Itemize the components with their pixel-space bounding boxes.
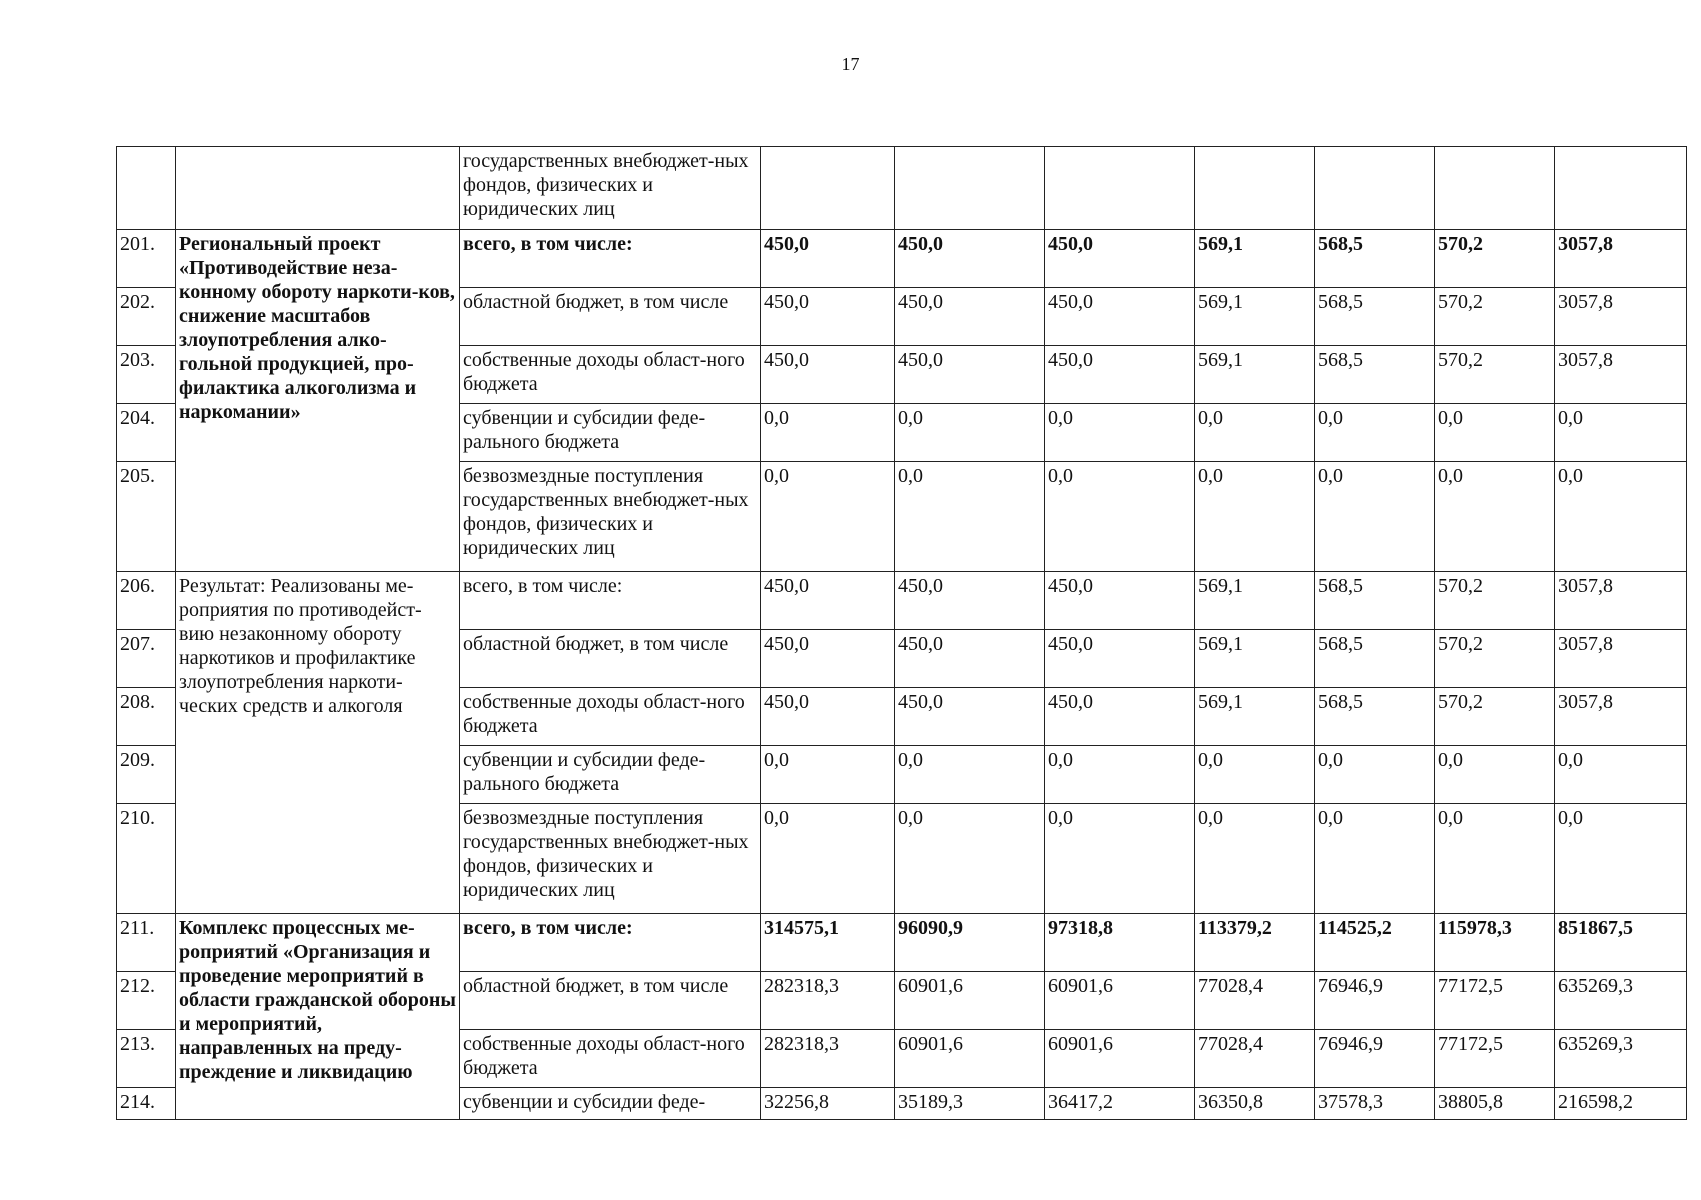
value-cell-6: 38805,8 — [1435, 1088, 1555, 1120]
value-cell-7: 3057,8 — [1555, 288, 1687, 346]
value-cell-2: 450,0 — [895, 346, 1045, 404]
row-number: 211. — [117, 914, 176, 972]
value-cell-1 — [761, 147, 895, 230]
value-cell-7: 3057,8 — [1555, 688, 1687, 746]
table-row — [117, 230, 1687, 288]
value-cell-2: 96090,9 — [895, 914, 1045, 972]
value-cell-4: 113379,2 — [1195, 914, 1315, 972]
value-cell-1: 450,0 — [761, 688, 895, 746]
value-cell-2 — [895, 147, 1045, 230]
value-cell-1: 32256,8 — [761, 1088, 895, 1120]
value-cell-6: 77172,5 — [1435, 1030, 1555, 1088]
value-cell-1: 450,0 — [761, 630, 895, 688]
row-number: 202. — [117, 288, 176, 346]
value-cell-7: 635269,3 — [1555, 1030, 1687, 1088]
value-cell-3: 0,0 — [1045, 804, 1195, 914]
value-cell-2: 450,0 — [895, 288, 1045, 346]
value-cell-5: 76946,9 — [1315, 972, 1435, 1030]
value-cell-2: 450,0 — [895, 688, 1045, 746]
value-cell-3: 450,0 — [1045, 230, 1195, 288]
value-cell-6: 0,0 — [1435, 404, 1555, 462]
value-cell-3: 450,0 — [1045, 288, 1195, 346]
value-cell-1: 450,0 — [761, 572, 895, 630]
value-cell-3: 450,0 — [1045, 572, 1195, 630]
value-cell-5: 568,5 — [1315, 572, 1435, 630]
row-name — [176, 147, 460, 230]
funding-source: субвенции и субсидии феде-рального бюджета — [460, 746, 761, 804]
row-group-name: Региональный проект «Противодействие неза-конному обороту наркоти-ков, снижение масштабов злоупотребления алко-гольной продукцией, про-филактика алкоголизма и наркомании» — [176, 230, 460, 572]
row-group-name: Комплекс процессных ме-роприятий «Организация и проведение мероприятий в области гражданской обороны и мероприятий, направленных на преду-преждение и ликвидацию — [176, 914, 460, 1120]
value-cell-7: 0,0 — [1555, 804, 1687, 914]
value-cell-6: 570,2 — [1435, 630, 1555, 688]
value-cell-2: 0,0 — [895, 746, 1045, 804]
value-cell-2: 450,0 — [895, 630, 1045, 688]
value-cell-3 — [1045, 147, 1195, 230]
value-cell-3: 36417,2 — [1045, 1088, 1195, 1120]
value-cell-5: 568,5 — [1315, 288, 1435, 346]
value-cell-4: 569,1 — [1195, 688, 1315, 746]
value-cell-6: 0,0 — [1435, 462, 1555, 572]
value-cell-7: 635269,3 — [1555, 972, 1687, 1030]
funding-source: собственные доходы област-ного бюджета — [460, 1030, 761, 1088]
row-number: 201. — [117, 230, 176, 288]
funding-source: субвенции и субсидии феде- — [460, 1088, 761, 1120]
value-cell-6 — [1435, 147, 1555, 230]
value-cell-5: 568,5 — [1315, 230, 1435, 288]
row-number: 207. — [117, 630, 176, 688]
funding-source: субвенции и субсидии феде-рального бюджета — [460, 404, 761, 462]
value-cell-1: 0,0 — [761, 804, 895, 914]
value-cell-5: 37578,3 — [1315, 1088, 1435, 1120]
funding-source: безвозмездные поступления государственных внебюджет-ных фондов, физических и юридических лиц — [460, 462, 761, 572]
value-cell-1: 282318,3 — [761, 972, 895, 1030]
row-group-name: Результат: Реализованы ме-роприятия по противодейст-вию незаконному обороту наркотиков и профилактике злоупотребления наркоти-ческих средств и алкоголя — [176, 572, 460, 914]
value-cell-6: 570,2 — [1435, 688, 1555, 746]
value-cell-3: 450,0 — [1045, 630, 1195, 688]
value-cell-4: 0,0 — [1195, 462, 1315, 572]
value-cell-7: 0,0 — [1555, 746, 1687, 804]
row-number: 210. — [117, 804, 176, 914]
value-cell-1: 282318,3 — [761, 1030, 895, 1088]
value-cell-3: 60901,6 — [1045, 1030, 1195, 1088]
funding-source: всего, в том числе: — [460, 572, 761, 630]
value-cell-3: 0,0 — [1045, 746, 1195, 804]
value-cell-1: 0,0 — [761, 746, 895, 804]
value-cell-5: 0,0 — [1315, 404, 1435, 462]
value-cell-5 — [1315, 147, 1435, 230]
value-cell-6: 0,0 — [1435, 746, 1555, 804]
value-cell-4: 36350,8 — [1195, 1088, 1315, 1120]
value-cell-7: 0,0 — [1555, 462, 1687, 572]
value-cell-4: 569,1 — [1195, 288, 1315, 346]
value-cell-5: 0,0 — [1315, 462, 1435, 572]
value-cell-7: 0,0 — [1555, 404, 1687, 462]
value-cell-6: 115978,3 — [1435, 914, 1555, 972]
value-cell-7: 3057,8 — [1555, 346, 1687, 404]
value-cell-7 — [1555, 147, 1687, 230]
value-cell-4: 0,0 — [1195, 804, 1315, 914]
value-cell-1: 0,0 — [761, 462, 895, 572]
value-cell-7: 3057,8 — [1555, 630, 1687, 688]
value-cell-1: 450,0 — [761, 230, 895, 288]
value-cell-2: 0,0 — [895, 462, 1045, 572]
value-cell-7: 851867,5 — [1555, 914, 1687, 972]
table-row — [117, 572, 1687, 630]
value-cell-6: 570,2 — [1435, 288, 1555, 346]
value-cell-1: 450,0 — [761, 346, 895, 404]
value-cell-5: 0,0 — [1315, 804, 1435, 914]
value-cell-5: 568,5 — [1315, 688, 1435, 746]
funding-source: безвозмездные поступления государственных внебюджет-ных фондов, физических и юридических лиц — [460, 804, 761, 914]
table-row — [117, 147, 1687, 230]
value-cell-5: 568,5 — [1315, 630, 1435, 688]
value-cell-5: 568,5 — [1315, 346, 1435, 404]
row-number: 213. — [117, 1030, 176, 1088]
table-body — [117, 147, 1687, 1120]
value-cell-2: 450,0 — [895, 230, 1045, 288]
value-cell-4 — [1195, 147, 1315, 230]
value-cell-4: 569,1 — [1195, 630, 1315, 688]
value-cell-2: 60901,6 — [895, 972, 1045, 1030]
page-number: 17 — [841, 54, 860, 74]
value-cell-6: 0,0 — [1435, 804, 1555, 914]
row-number: 209. — [117, 746, 176, 804]
budget-table — [116, 146, 1687, 1120]
value-cell-6: 570,2 — [1435, 230, 1555, 288]
funding-source: всего, в том числе: — [460, 230, 761, 288]
value-cell-6: 570,2 — [1435, 346, 1555, 404]
value-cell-4: 0,0 — [1195, 404, 1315, 462]
value-cell-4: 77028,4 — [1195, 972, 1315, 1030]
row-number: 208. — [117, 688, 176, 746]
row-number — [117, 147, 176, 230]
value-cell-2: 0,0 — [895, 804, 1045, 914]
value-cell-3: 97318,8 — [1045, 914, 1195, 972]
value-cell-5: 76946,9 — [1315, 1030, 1435, 1088]
value-cell-5: 114525,2 — [1315, 914, 1435, 972]
value-cell-5: 0,0 — [1315, 746, 1435, 804]
value-cell-2: 60901,6 — [895, 1030, 1045, 1088]
value-cell-3: 450,0 — [1045, 688, 1195, 746]
value-cell-6: 77172,5 — [1435, 972, 1555, 1030]
value-cell-4: 569,1 — [1195, 230, 1315, 288]
value-cell-1: 0,0 — [761, 404, 895, 462]
value-cell-4: 0,0 — [1195, 746, 1315, 804]
row-number: 204. — [117, 404, 176, 462]
table-row — [117, 914, 1687, 972]
value-cell-3: 0,0 — [1045, 404, 1195, 462]
row-number: 214. — [117, 1088, 176, 1120]
row-number: 206. — [117, 572, 176, 630]
funding-source: областной бюджет, в том числе — [460, 288, 761, 346]
value-cell-6: 570,2 — [1435, 572, 1555, 630]
row-number: 205. — [117, 462, 176, 572]
value-cell-7: 216598,2 — [1555, 1088, 1687, 1120]
funding-source: государственных внебюджет-ных фондов, физических и юридических лиц — [460, 147, 761, 230]
value-cell-3: 60901,6 — [1045, 972, 1195, 1030]
value-cell-2: 0,0 — [895, 404, 1045, 462]
funding-source: всего, в том числе: — [460, 914, 761, 972]
funding-source: областной бюджет, в том числе — [460, 630, 761, 688]
value-cell-4: 77028,4 — [1195, 1030, 1315, 1088]
value-cell-3: 0,0 — [1045, 462, 1195, 572]
value-cell-3: 450,0 — [1045, 346, 1195, 404]
row-number: 203. — [117, 346, 176, 404]
value-cell-1: 450,0 — [761, 288, 895, 346]
value-cell-7: 3057,8 — [1555, 230, 1687, 288]
value-cell-4: 569,1 — [1195, 572, 1315, 630]
value-cell-1: 314575,1 — [761, 914, 895, 972]
funding-source: собственные доходы област-ного бюджета — [460, 688, 761, 746]
value-cell-2: 35189,3 — [895, 1088, 1045, 1120]
value-cell-7: 3057,8 — [1555, 572, 1687, 630]
row-number: 212. — [117, 972, 176, 1030]
value-cell-2: 450,0 — [895, 572, 1045, 630]
funding-source: областной бюджет, в том числе — [460, 972, 761, 1030]
value-cell-4: 569,1 — [1195, 346, 1315, 404]
funding-source: собственные доходы област-ного бюджета — [460, 346, 761, 404]
